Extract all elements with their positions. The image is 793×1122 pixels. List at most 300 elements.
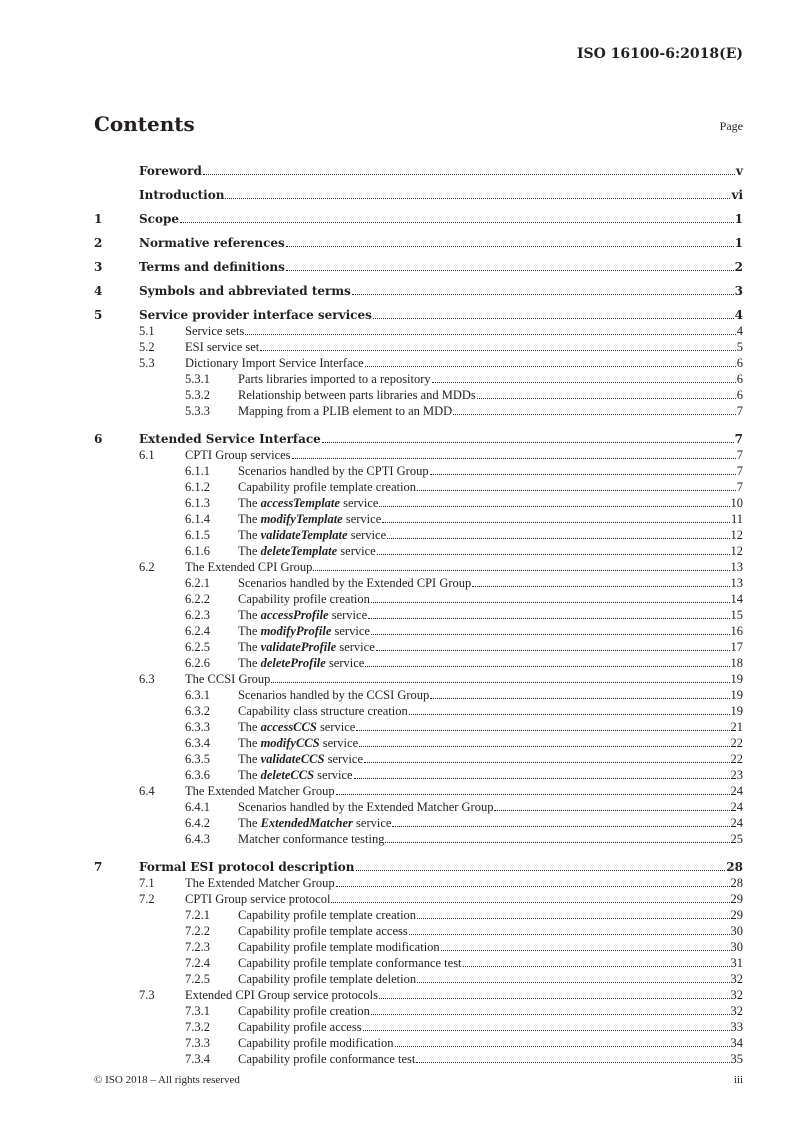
toc-entry-title: Normative references — [139, 236, 285, 250]
toc-entry-title-prefix: The — [238, 816, 261, 830]
toc-entry-title: Capability profile creation — [238, 592, 370, 606]
toc-entry-page: 12 — [730, 544, 743, 558]
toc-entry-page: 24 — [730, 784, 743, 798]
toc-entry-page: 6 — [736, 372, 743, 386]
toc-entry-title — [238, 767, 353, 783]
toc-entry-title-suffix: service — [339, 496, 379, 510]
toc-entry-page: 7 — [736, 464, 743, 478]
toc-entry-page: 34 — [730, 1036, 743, 1050]
toc-entry-title: Service provider interface services — [139, 308, 372, 322]
footer-page-number: iii — [733, 1074, 743, 1086]
toc-entry-number: 6.3.4 — [185, 736, 210, 750]
toc-dot-leader — [371, 1014, 730, 1015]
toc-dot-leader — [376, 650, 730, 651]
toc-entry-page: 1 — [734, 236, 743, 250]
toc-dot-leader — [392, 826, 729, 827]
toc-entry-title-prefix: The — [238, 656, 261, 670]
toc-dot-leader — [271, 682, 729, 683]
toc-entry-title: Parts libraries imported to a repository — [238, 372, 431, 386]
toc-entry[interactable] — [94, 203, 743, 227]
toc-dot-leader — [472, 586, 729, 587]
toc-entry-page: 15 — [730, 608, 743, 622]
toc-dot-leader — [430, 698, 729, 699]
toc-entry-number: 6.2.2 — [185, 592, 210, 606]
toc-entry[interactable] — [94, 1035, 743, 1051]
toc-entry-number: 5.1 — [139, 324, 155, 338]
toc-entry-number: 7.1 — [139, 876, 155, 890]
toc-entry-number: 6.1.2 — [185, 480, 210, 494]
toc-entry[interactable] — [94, 687, 743, 703]
page-column-label: Page — [719, 119, 743, 133]
toc-entry-title-prefix: The — [238, 608, 261, 622]
toc-entry-title-prefix: The — [238, 624, 261, 638]
footer-copyright: © ISO 2018 – All rights reserved — [94, 1074, 240, 1086]
toc-dot-leader — [260, 350, 735, 351]
toc-entry-title: Scenarios handled by the CCSI Group — [238, 688, 430, 702]
toc-entry-number: 7.3.1 — [185, 1004, 210, 1018]
toc-entry-service-name: accessCCS — [260, 720, 317, 734]
toc-entry[interactable] — [94, 923, 743, 939]
toc-dot-leader — [417, 982, 729, 983]
toc-entry-service-name: modifyProfile — [260, 624, 332, 638]
toc-entry-page: 17 — [730, 640, 743, 654]
toc-entry-number: 6.1.6 — [185, 544, 210, 558]
toc-entry[interactable] — [94, 371, 743, 387]
toc-entry[interactable] — [94, 275, 743, 299]
toc-entry-service-name: ExtendedMatcher — [260, 816, 353, 830]
toc-entry-title-prefix: The — [238, 512, 261, 526]
toc-entry-title: Capability profile template conformance test — [238, 956, 462, 970]
page-title: Contents — [94, 112, 195, 136]
toc-entry-number: 7.2.5 — [185, 972, 210, 986]
toc-dot-leader — [352, 294, 734, 295]
toc-entry-title: Capability profile access — [238, 1020, 362, 1034]
toc-dot-leader — [286, 246, 734, 247]
toc-entry-title: Scenarios handled by the CPTI Group — [238, 464, 429, 478]
standard-id: ISO 16100-6:2018(E) — [576, 46, 743, 62]
toc-entry[interactable] — [94, 447, 743, 463]
toc-entry-number: 6.1.4 — [185, 512, 210, 526]
toc-entry-number: 7.3.2 — [185, 1020, 210, 1034]
toc-entry-number: 7.3.4 — [185, 1052, 210, 1066]
table-of-contents — [94, 155, 743, 1067]
toc-entry-page: 4 — [734, 308, 743, 322]
toc-entry-title — [238, 735, 358, 751]
toc-entry-page: 33 — [730, 1020, 743, 1034]
toc-dot-leader — [364, 762, 730, 763]
toc-dot-leader — [463, 966, 730, 967]
toc-entry-page: 28 — [730, 876, 743, 890]
toc-entry-number: 6.1.1 — [185, 464, 210, 478]
toc-entry-page: 7 — [736, 404, 743, 418]
toc-entry-service-name: modifyCCS — [260, 736, 320, 750]
toc-entry-page: 22 — [730, 752, 743, 766]
toc-entry[interactable] — [94, 799, 743, 815]
toc-entry-page: 2 — [734, 260, 743, 274]
toc-entry[interactable] — [94, 767, 743, 783]
toc-entry-page: 1 — [734, 212, 743, 226]
toc-entry-service-name: modifyTemplate — [260, 512, 343, 526]
toc-entry[interactable] — [94, 527, 743, 543]
toc-entry-title: Extended Service Interface — [139, 432, 321, 446]
toc-entry-service-name: validateCCS — [260, 752, 325, 766]
toc-entry[interactable] — [94, 783, 743, 799]
toc-dot-leader — [225, 198, 730, 199]
toc-entry-number: 5.3 — [139, 356, 155, 370]
toc-entry-page: 28 — [726, 860, 743, 874]
toc-entry-page: 12 — [730, 528, 743, 542]
toc-entry-title-suffix: service — [319, 736, 359, 750]
toc-dot-leader — [365, 666, 729, 667]
toc-entry-title: The CCSI Group — [185, 672, 271, 686]
toc-entry[interactable] — [94, 735, 743, 751]
toc-dot-leader — [416, 1062, 729, 1063]
toc-entry-page: 29 — [730, 908, 743, 922]
toc-entry-page: 13 — [730, 560, 743, 574]
toc-dot-leader — [354, 778, 730, 779]
toc-entry-page: 25 — [730, 832, 743, 846]
toc-dot-leader — [203, 174, 735, 175]
toc-entry-number: 5 — [94, 308, 103, 322]
toc-entry-page: 19 — [730, 672, 743, 686]
toc-entry-title: Capability profile template modification — [238, 940, 440, 954]
toc-entry-page: 30 — [730, 940, 743, 954]
toc-dot-leader — [441, 950, 730, 951]
toc-entry-title — [238, 527, 386, 543]
toc-dot-leader — [409, 714, 730, 715]
toc-dot-leader — [385, 842, 729, 843]
toc-dot-leader — [382, 522, 730, 523]
toc-entry-number: 6.4.1 — [185, 800, 210, 814]
toc-entry-number: 7.3 — [139, 988, 155, 1002]
toc-entry-title: Capability profile conformance test — [238, 1052, 416, 1066]
toc-entry[interactable] — [94, 463, 743, 479]
toc-entry-title: Scenarios handled by the Extended Matcher Group — [238, 800, 494, 814]
toc-entry-page: 24 — [730, 800, 743, 814]
toc-entry-title-suffix: service — [331, 624, 370, 638]
toc-entry[interactable] — [94, 591, 743, 607]
toc-dot-leader — [292, 458, 736, 459]
toc-entry-title: Service sets — [185, 324, 245, 338]
toc-entry-number: 7.2.1 — [185, 908, 210, 922]
toc-entry-title — [238, 751, 363, 767]
toc-entry-page: 29 — [730, 892, 743, 906]
toc-entry-page: 11 — [730, 512, 743, 526]
toc-entry-service-name: deleteProfile — [260, 656, 326, 670]
toc-entry-number: 6.1 — [139, 448, 155, 462]
toc-entry[interactable] — [94, 815, 743, 831]
toc-entry-title: Introduction — [139, 188, 225, 202]
toc-entry[interactable] — [94, 251, 743, 275]
toc-entry-title — [238, 511, 381, 527]
toc-entry-page: 18 — [730, 656, 743, 670]
toc-dot-leader — [379, 506, 729, 507]
toc-entry[interactable] — [94, 403, 743, 419]
toc-entry-number: 7.2.3 — [185, 940, 210, 954]
toc-entry-service-name: deleteCCS — [260, 768, 315, 782]
toc-dot-leader — [336, 794, 730, 795]
toc-entry-number: 5.3.3 — [185, 404, 210, 418]
toc-entry-number: 7.2 — [139, 892, 155, 906]
toc-entry-service-name: deleteTemplate — [260, 544, 338, 558]
toc-entry-title-suffix: service — [336, 640, 375, 654]
toc-entry-title: Capability profile modification — [238, 1036, 394, 1050]
toc-dot-leader — [494, 810, 729, 811]
toc-entry-title-suffix: service — [337, 544, 376, 558]
toc-entry-title — [238, 623, 370, 639]
toc-entry[interactable] — [94, 751, 743, 767]
toc-dot-leader — [368, 618, 729, 619]
toc-entry-page: 19 — [730, 688, 743, 702]
toc-dot-leader — [395, 1046, 730, 1047]
toc-dot-leader — [477, 398, 736, 399]
toc-entry-page: 14 — [730, 592, 743, 606]
toc-entry-number: 6.2.6 — [185, 656, 210, 670]
toc-entry[interactable] — [94, 1051, 743, 1067]
toc-entry[interactable] — [94, 639, 743, 655]
toc-entry-page: 19 — [730, 704, 743, 718]
toc-entry-page: 13 — [730, 576, 743, 590]
toc-entry-title: Mapping from a PLIB element to an MDD — [238, 404, 453, 418]
toc-entry-number: 6.4.3 — [185, 832, 210, 846]
toc-entry-number: 6.3 — [139, 672, 155, 686]
toc-entry[interactable] — [94, 955, 743, 971]
toc-entry-page: 35 — [730, 1052, 743, 1066]
toc-entry-number: 7.3.3 — [185, 1036, 210, 1050]
toc-entry-title-prefix: The — [238, 768, 261, 782]
toc-entry-title-prefix: The — [238, 720, 261, 734]
toc-entry[interactable] — [94, 623, 743, 639]
toc-dot-leader — [180, 222, 734, 223]
toc-entry[interactable] — [94, 339, 743, 355]
toc-entry-page: 6 — [736, 388, 743, 402]
toc-entry[interactable] — [94, 511, 743, 527]
toc-entry-page: 31 — [730, 956, 743, 970]
toc-dot-leader — [453, 414, 736, 415]
toc-dot-leader — [363, 1030, 730, 1031]
toc-entry-title: Foreword — [139, 164, 202, 178]
toc-entry-title: Capability profile creation — [238, 1004, 370, 1018]
toc-entry[interactable] — [94, 939, 743, 955]
toc-entry-number: 6 — [94, 432, 103, 446]
toc-entry-page: 7 — [736, 448, 743, 462]
toc-dot-leader — [417, 490, 736, 491]
toc-entry-page: 30 — [730, 924, 743, 938]
toc-entry-service-name: accessProfile — [260, 608, 329, 622]
toc-entry[interactable] — [94, 559, 743, 575]
toc-dot-leader — [336, 886, 730, 887]
toc-entry-service-name: accessTemplate — [260, 496, 340, 510]
toc-entry-title-prefix: The — [238, 736, 261, 750]
toc-dot-leader — [377, 554, 730, 555]
toc-entry-title — [238, 719, 355, 735]
toc-dot-leader — [286, 270, 734, 271]
toc-entry[interactable] — [94, 543, 743, 559]
toc-entry-number: 6.2.1 — [185, 576, 210, 590]
toc-entry-service-name: validateProfile — [260, 640, 337, 654]
toc-entry-number: 6.3.1 — [185, 688, 210, 702]
toc-dot-leader — [331, 902, 729, 903]
toc-dot-leader — [432, 382, 736, 383]
toc-entry-page: 6 — [736, 356, 743, 370]
toc-dot-leader — [371, 602, 730, 603]
toc-entry[interactable] — [94, 987, 743, 1003]
toc-entry[interactable] — [94, 155, 743, 179]
toc-entry[interactable] — [94, 1003, 743, 1019]
toc-entry-number: 5.3.1 — [185, 372, 210, 386]
toc-entry-title: Scope — [139, 212, 180, 226]
toc-dot-leader — [417, 918, 729, 919]
toc-entry-page: 22 — [730, 736, 743, 750]
toc-entry-title — [238, 655, 364, 671]
toc-entry-number: 6.2.3 — [185, 608, 210, 622]
toc-entry-page: 10 — [730, 496, 743, 510]
toc-entry-service-name: validateTemplate — [260, 528, 348, 542]
toc-entry[interactable] — [94, 971, 743, 987]
toc-entry-number: 6.3.2 — [185, 704, 210, 718]
toc-entry-title: CPTI Group services — [185, 448, 291, 462]
toc-entry[interactable] — [94, 227, 743, 251]
toc-entry[interactable] — [94, 323, 743, 339]
toc-entry-title: Capability profile template creation — [238, 908, 417, 922]
toc-entry-page: v — [736, 164, 743, 178]
toc-entry-title — [238, 815, 391, 831]
toc-entry-page: 16 — [730, 624, 743, 638]
toc-entry[interactable] — [94, 671, 743, 687]
toc-entry[interactable] — [94, 875, 743, 891]
toc-entry-page: 23 — [730, 768, 743, 782]
toc-dot-leader — [359, 746, 729, 747]
toc-entry-number: 6.3.6 — [185, 768, 210, 782]
toc-entry-page: 32 — [730, 988, 743, 1002]
toc-entry[interactable] — [94, 655, 743, 671]
toc-entry-title-suffix: service — [316, 720, 356, 734]
toc-entry-title-suffix: service — [324, 752, 363, 766]
toc-entry[interactable] — [94, 1019, 743, 1035]
toc-entry-title-suffix: service — [352, 816, 392, 830]
toc-entry[interactable] — [94, 703, 743, 719]
toc-entry-title-suffix: service — [314, 768, 353, 782]
toc-dot-leader — [387, 538, 729, 539]
toc-entry[interactable] — [94, 299, 743, 323]
toc-entry[interactable] — [94, 575, 743, 591]
toc-entry[interactable] — [94, 179, 743, 203]
toc-entry-title-prefix: The — [238, 496, 261, 510]
toc-entry-title: Terms and definitions — [139, 260, 285, 274]
toc-entry-page: 5 — [736, 340, 743, 354]
toc-dot-leader — [379, 998, 729, 999]
toc-entry-number: 6.2 — [139, 560, 155, 574]
toc-entry-number: 4 — [94, 284, 103, 298]
toc-entry-title — [238, 495, 378, 511]
toc-entry-title-prefix: The — [238, 544, 261, 558]
toc-entry-title-suffix: service — [328, 608, 368, 622]
toc-entry-title: Matcher conformance testing — [238, 832, 385, 846]
toc-entry-title: CPTI Group service protocol — [185, 892, 331, 906]
toc-entry-number: 6.1.3 — [185, 496, 210, 510]
toc-entry-number: 6.2.4 — [185, 624, 210, 638]
toc-entry[interactable] — [94, 387, 743, 403]
toc-entry-number: 6.3.5 — [185, 752, 210, 766]
toc-entry[interactable] — [94, 355, 743, 371]
toc-entry-title: Capability profile template access — [238, 924, 408, 938]
toc-entry-title: Extended CPI Group service protocols — [185, 988, 379, 1002]
toc-entry-number: 2 — [94, 236, 103, 250]
toc-entry-page: 24 — [730, 816, 743, 830]
toc-entry-number: 1 — [94, 212, 103, 226]
toc-entry[interactable] — [94, 495, 743, 511]
toc-entry-number: 7.2.4 — [185, 956, 210, 970]
toc-entry-title: Capability profile template deletion — [238, 972, 417, 986]
toc-entry-number: 6.1.5 — [185, 528, 210, 542]
toc-dot-leader — [322, 442, 734, 443]
toc-entry-title: Symbols and abbreviated terms — [139, 284, 351, 298]
toc-entry-page: 21 — [730, 720, 743, 734]
toc-entry-title-suffix: service — [325, 656, 365, 670]
toc-entry-title: Capability class structure creation — [238, 704, 408, 718]
toc-entry[interactable] — [94, 607, 743, 623]
toc-entry-title: The Extended Matcher Group — [185, 876, 335, 890]
toc-entry-title-prefix: The — [238, 752, 261, 766]
toc-entry-title: Scenarios handled by the Extended CPI Group — [238, 576, 472, 590]
toc-entry-title — [238, 607, 367, 623]
toc-entry-page: 3 — [734, 284, 743, 298]
toc-entry-title: The Extended CPI Group — [185, 560, 313, 574]
toc-entry[interactable] — [94, 831, 743, 847]
toc-entry-title: Dictionary Import Service Interface — [185, 356, 364, 370]
toc-dot-leader — [245, 334, 735, 335]
toc-entry[interactable] — [94, 423, 743, 447]
toc-entry[interactable] — [94, 851, 743, 875]
toc-entry-title: Formal ESI protocol description — [139, 860, 355, 874]
toc-entry-page: 7 — [734, 432, 743, 446]
toc-entry-number: 5.3.2 — [185, 388, 210, 402]
toc-entry-title — [238, 543, 376, 559]
toc-entry-page: 7 — [736, 480, 743, 494]
toc-entry-title-prefix: The — [238, 640, 261, 654]
toc-entry-number: 3 — [94, 260, 103, 274]
toc-entry-number: 5.2 — [139, 340, 155, 354]
toc-entry-number: 6.2.5 — [185, 640, 210, 654]
toc-entry[interactable] — [94, 907, 743, 923]
toc-entry-title: Capability profile template creation — [238, 480, 417, 494]
toc-dot-leader — [409, 934, 730, 935]
toc-entry-page: 32 — [730, 972, 743, 986]
toc-entry[interactable] — [94, 479, 743, 495]
toc-entry-number: 7.2.2 — [185, 924, 210, 938]
toc-dot-leader — [373, 318, 734, 319]
toc-dot-leader — [430, 474, 736, 475]
toc-dot-leader — [313, 570, 729, 571]
toc-entry-title-suffix: service — [347, 528, 387, 542]
toc-entry-title-suffix: service — [342, 512, 382, 526]
toc-entry-page: vi — [731, 188, 743, 202]
toc-entry-title — [238, 639, 375, 655]
toc-dot-leader — [356, 730, 729, 731]
toc-entry-title-prefix: The — [238, 528, 261, 542]
toc-entry[interactable] — [94, 891, 743, 907]
toc-dot-leader — [356, 870, 726, 871]
toc-entry-title: Relationship between parts libraries and MDDs — [238, 388, 476, 402]
toc-entry[interactable] — [94, 719, 743, 735]
toc-entry-number: 6.4 — [139, 784, 155, 798]
toc-entry-title: ESI service set — [185, 340, 260, 354]
toc-dot-leader — [365, 366, 736, 367]
toc-entry-page: 4 — [736, 324, 743, 338]
toc-entry-number: 6.4.2 — [185, 816, 210, 830]
toc-entry-page: 32 — [730, 1004, 743, 1018]
toc-entry-title: The Extended Matcher Group — [185, 784, 335, 798]
